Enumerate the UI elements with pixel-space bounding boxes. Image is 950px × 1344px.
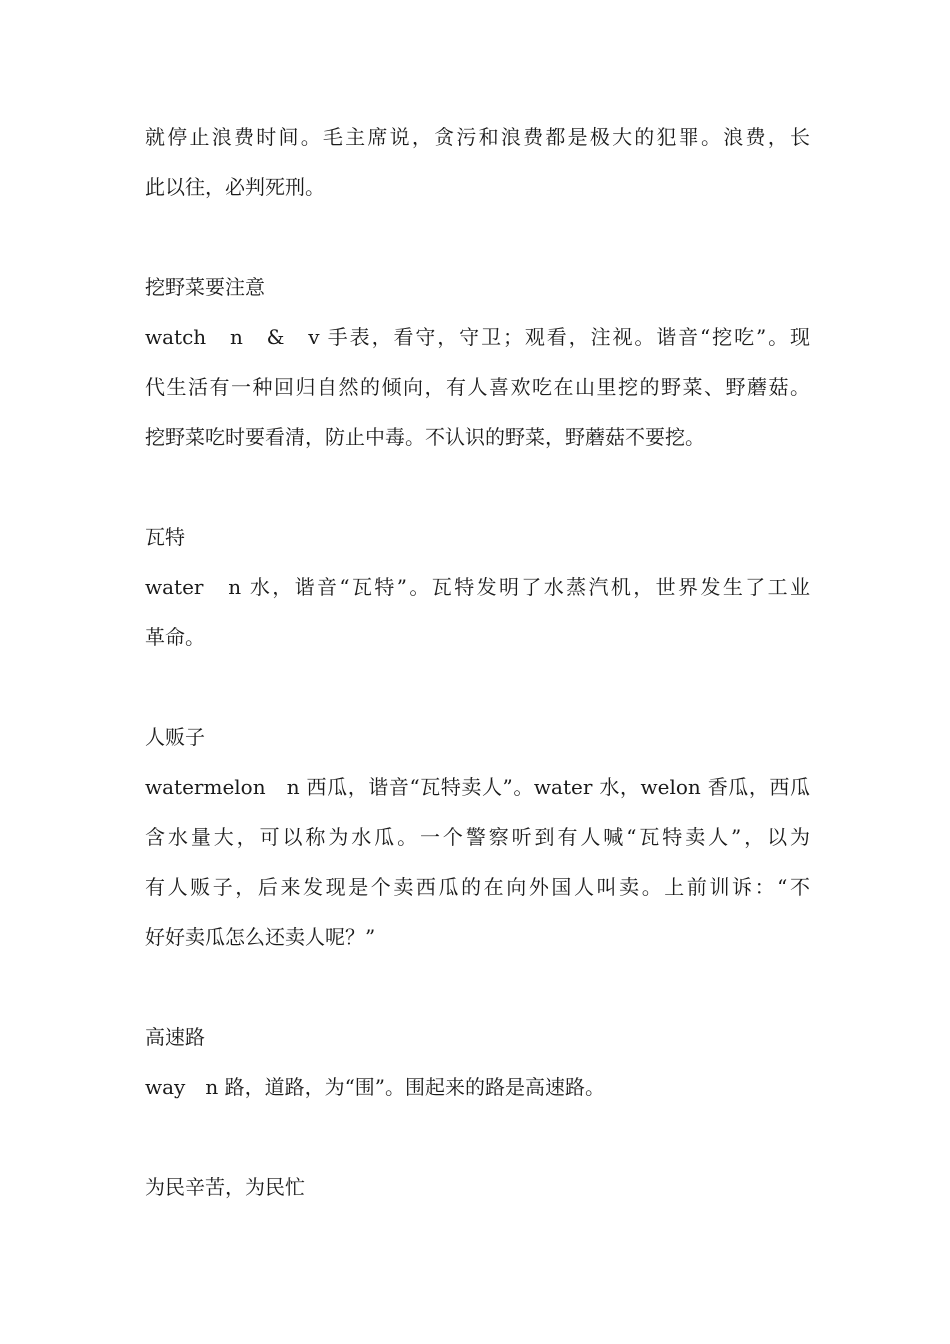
paragraph-line: way n 路，道路，为“围”。围起来的路是高速路。 bbox=[145, 1075, 606, 1099]
paragraph-line: 好好卖瓜怎么还卖人呢？” bbox=[145, 925, 376, 949]
paragraph-line: watch n & v 手表，看守，守卫；观看，注视。谐音“挖吃”。现 bbox=[145, 325, 810, 349]
document-body bbox=[145, 112, 810, 1212]
paragraph-line: watermelon n 西瓜，谐音“瓦特卖人”。water 水，welon 香瓜，西瓜 bbox=[145, 775, 810, 799]
entry-way bbox=[145, 1012, 810, 1112]
paragraph-line: 此以往，必判死刑。 bbox=[145, 175, 325, 199]
paragraph-gap bbox=[145, 1112, 810, 1162]
paragraph-line: 就停止浪费时间。毛主席说，贪污和浪费都是极大的犯罪。浪费，长 bbox=[145, 125, 810, 149]
paragraph-line: 含水量大，可以称为水瓜。一个警察听到有人喊“瓦特卖人”，以为 bbox=[145, 825, 810, 849]
paragraph-gap bbox=[145, 212, 810, 262]
paragraph-line: 有人贩子，后来发现是个卖西瓜的在向外国人叫卖。上前训诉：“不 bbox=[145, 875, 810, 899]
entry-watermelon bbox=[145, 712, 810, 962]
entry-water bbox=[145, 512, 810, 662]
paragraph-gap bbox=[145, 962, 810, 1012]
paragraph-line: water n 水，谐音“瓦特”。瓦特发明了水蒸汽机，世界发生了工业 bbox=[145, 575, 810, 599]
paragraph-line: 代生活有一种回归自然的倾向，有人喜欢吃在山里挖的野菜、野蘑菇。 bbox=[145, 375, 810, 399]
paragraph-line: 革命。 bbox=[145, 625, 205, 649]
paragraph-gap bbox=[145, 462, 810, 512]
paragraph-gap bbox=[145, 662, 810, 712]
entry-last bbox=[145, 1162, 810, 1212]
intro-paragraph bbox=[145, 112, 810, 212]
entry-heading: 人贩子 bbox=[145, 725, 205, 749]
entry-heading: 高速路 bbox=[145, 1025, 205, 1049]
paragraph-line: 挖野菜吃时要看清，防止中毒。不认识的野菜，野蘑菇不要挖。 bbox=[145, 425, 705, 449]
entry-heading: 为民辛苦，为民忙 bbox=[145, 1175, 305, 1199]
entry-heading: 瓦特 bbox=[145, 525, 185, 549]
entry-watch bbox=[145, 262, 810, 462]
entry-heading: 挖野菜要注意 bbox=[145, 275, 265, 299]
